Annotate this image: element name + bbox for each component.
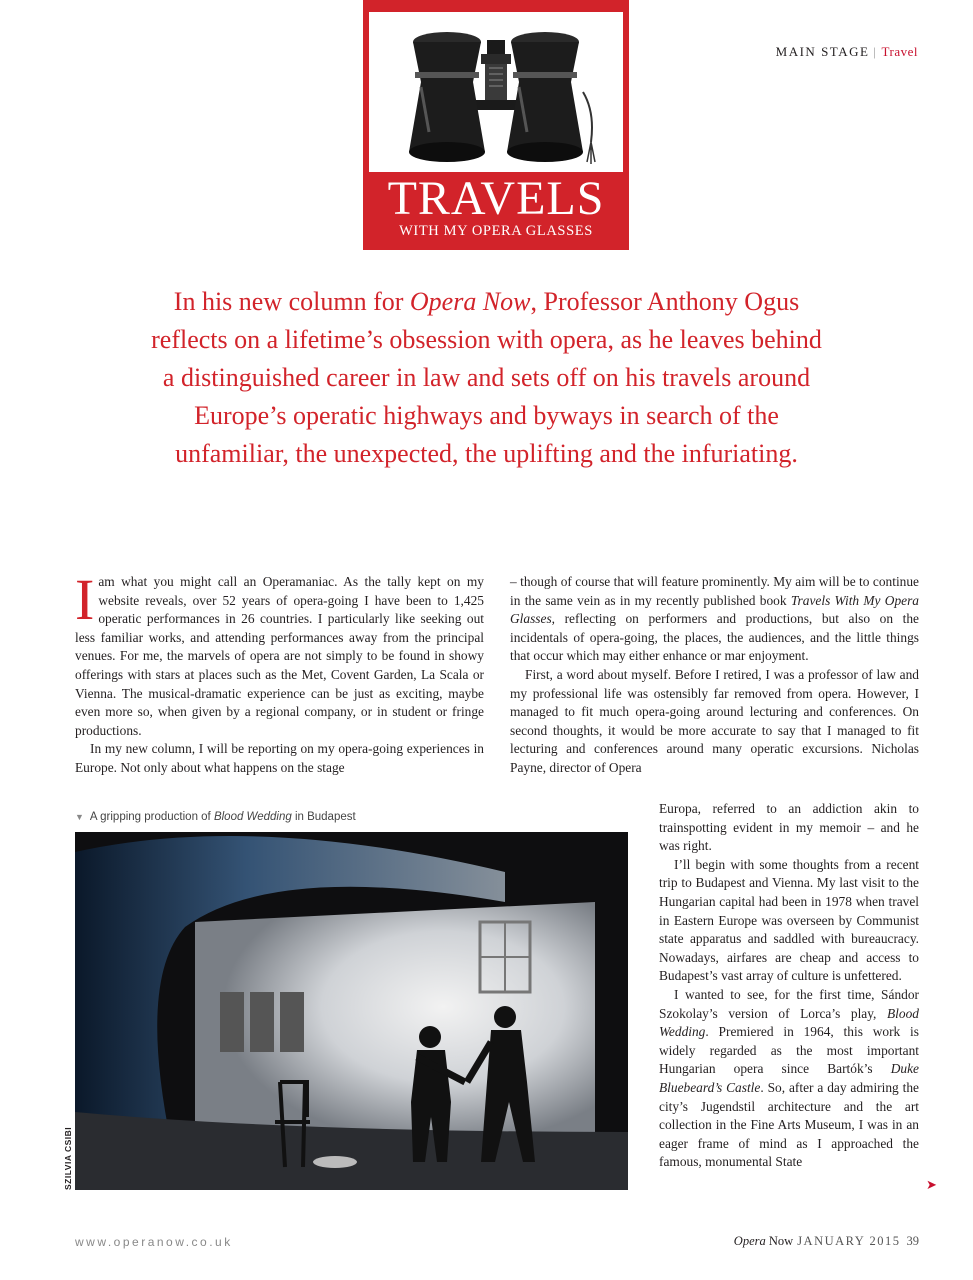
footer-folio (734, 1234, 919, 1249)
paragraph-5-text-b: . Premiered in 1964, this work is widely regarded as the most important Hungarian opera since Bartók’s (659, 1024, 919, 1077)
continue-arrow-icon: ➤ (926, 1177, 937, 1192)
masthead-subtitle: WITH MY OPERA GLASSES (399, 223, 593, 239)
paragraph-1 (75, 567, 484, 740)
paragraph-3: First, a word about myself. Before I retired, I was a professor of law and my professional life was ostensibly far removed from opera. However, I managed to fit much opera-going around lecturing and conferences. On second thoughts, it would be more accurate to say that I managed to fit lecturing and conferences around many operatic excursions. Nicholas Payne, director of Opera (510, 666, 919, 775)
body-column-2 (510, 573, 919, 778)
caption-pointer-icon: ▼ (75, 812, 84, 822)
footer-magazine (734, 1234, 793, 1248)
book-title: Travels With My Opera Glasses (510, 592, 919, 627)
paragraph-2: In my new column, I will be reporting on my opera-going experiences in Europe. Not only about what happens on the stage (75, 741, 484, 775)
caption-text-a: A gripping production of (89, 811, 214, 823)
body-column-3 (659, 800, 919, 1172)
paragraph-5-text-c: . So, after a day admiring the city’s Jugendstil architecture and the art collection in the Fine Arts Museum, I was in an eager frame of mind as I approached the famous, monumental State (659, 1079, 920, 1170)
drop-cap: I (75, 567, 95, 632)
masthead-title: TRAVELS (387, 172, 605, 225)
footer-issue-date: JANUARY 2015 (797, 1234, 901, 1248)
paragraph-2-continued (510, 573, 919, 666)
opera-title-blood-wedding: Blood Wedding (659, 1005, 919, 1040)
paragraph-5 (659, 986, 919, 1172)
photo-caption (75, 811, 356, 823)
caption-text-b: in Budapest (291, 811, 356, 823)
opera-title-bluebeard: Duke Bluebeard’s Castle (659, 1061, 919, 1095)
page-number: 39 (906, 1234, 919, 1248)
paragraph-3-continued: Europa, referred to an addiction akin to trainspotting evident in my memoir – and he was right. (659, 801, 919, 854)
footer-magazine-a: Opera (733, 1234, 766, 1248)
standfirst-magazine: Opera Now (409, 287, 531, 316)
column-masthead (363, 0, 629, 250)
paragraph-2-cont-text-a: – though of course that will feature prominently. My aim will be to continue in the same vein as in my recently published book (510, 574, 919, 608)
production-photo (75, 832, 628, 1190)
subsection-name: Travel (881, 44, 918, 59)
paragraph-5-text-a: I wanted to see, for the first time, Sándor Szokolay’s version of Lorca’s play, (659, 986, 919, 1021)
footer-magazine-b: Now (765, 1234, 794, 1248)
photo-credit: SZILVIA CSIBI (63, 1126, 73, 1190)
paragraph-4: I’ll begin with some thoughts from a recent trip to Budapest and Vienna. My last visit to the Hungarian capital had been in 1978 when travel in Eastern Europe was overseen by Communist state apparatus and saddled with bureaucracy. Nowadays, airfares are cheap and access to Budapest’s vast array of culture is unfettered. (659, 856, 919, 984)
body-column-1 (75, 567, 484, 778)
section-label (776, 44, 918, 60)
section-separator: | (873, 44, 878, 59)
binoculars-illustration (369, 12, 623, 172)
caption-work-title: Blood Wedding (213, 811, 292, 823)
paragraph-1-text: am what you might call an Operamaniac. As the tally kept on my website reveals, over 52 years of opera-going I have been to 1,425 operatic performances in 26 countries. I particularly like seeking out less familiar works, and attending performances away from the principal venues. For me, the marvels of opera are not simply to be found in showy offerings with stars at places such as the Met, Covent Garden, La Scala or Vienna. The musical-dramatic experience can be just as exciting, maybe even more so, when given by a regional company, or in student or fringe productions. (75, 574, 484, 738)
footer-website: www.operanow.co.uk (75, 1235, 233, 1249)
paragraph-2-cont-text-b: , reflecting on performers and productions, but also on the incidentals of opera-going, the places, the audiences, and the little things that occur which may either enhance or mar enjoyment. (510, 611, 919, 664)
standfirst (150, 283, 823, 473)
standfirst-text-a: In his new column for (173, 287, 410, 316)
section-name: MAIN STAGE (775, 44, 870, 59)
standfirst-text-b: , Professor Anthony Ogus reflects on a lifetime’s obsession with opera, as he leaves behind a distinguished career in law and sets off on his travels around Europe’s operatic highways and byways in search of the unfamiliar, the unexpected, the uplifting and the infuriating. (151, 287, 822, 468)
